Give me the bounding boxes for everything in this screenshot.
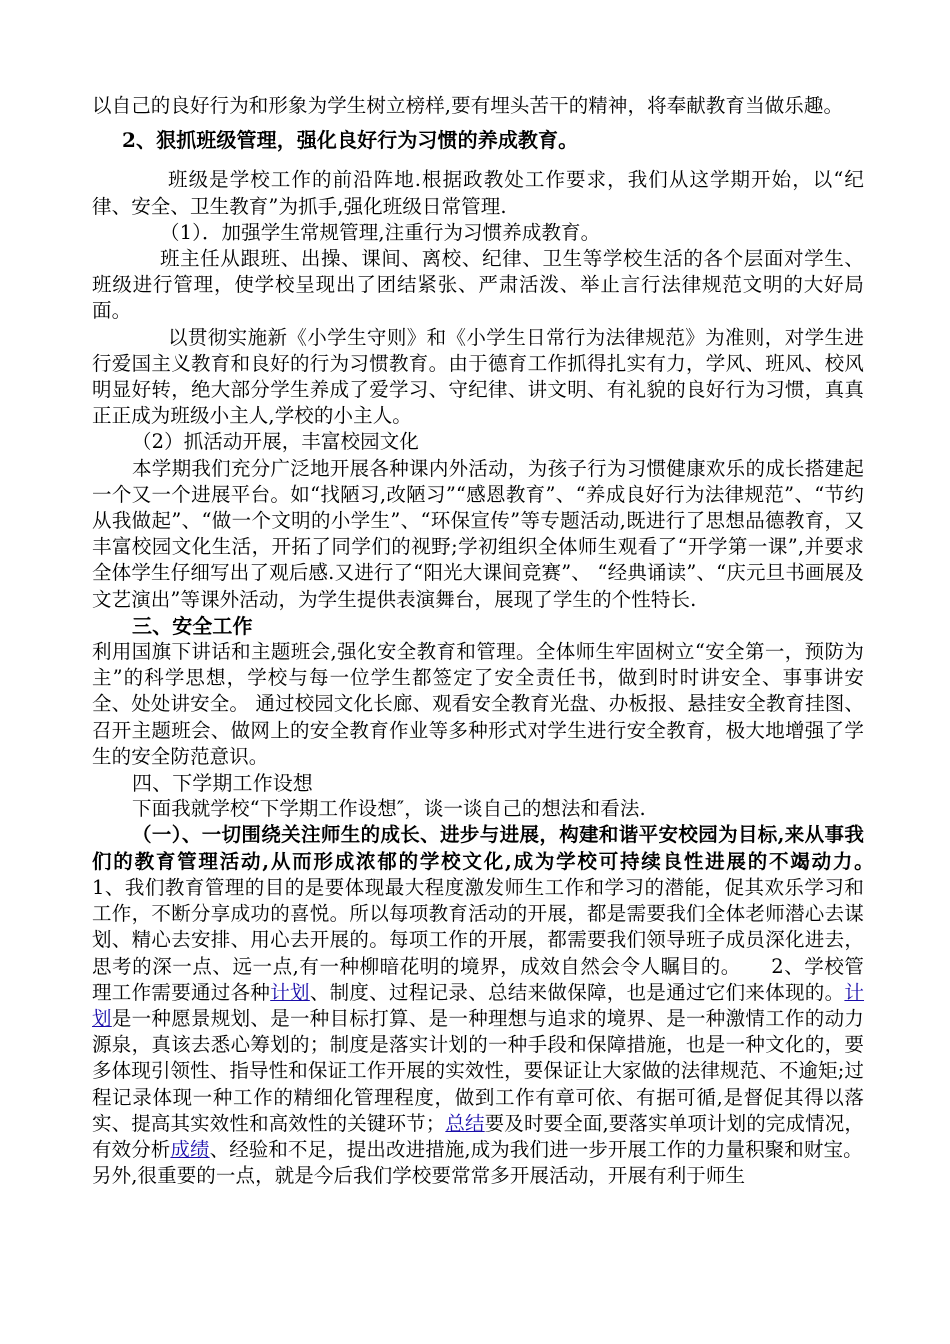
text-plan-description: 是一种愿景规划、是一种目标打算、是一种理想与追求的境界、是一种激情工作的动力源泉，真该去悉心筹划的；制度是落实计划的一种手段和保障措施，也是一种文化的，要多体现引领性、指导性和保证工作开展的实效性，要保证让大家做的法律规范、不逾矩;过程记录体现一种工作的精细化管理程度，做到工作有章可依、有据可循,是督促其得以落实、提高其实效性和高效性的关键环节；: [92, 1006, 864, 1135]
paragraph-next-intro: 下面我就学校“下学期工作设想″，谈一谈自己的想法和看法.: [132, 797, 646, 821]
paragraph-role-model: 以自己的良好行为和形象为学生树立榜样,要有埋头苦干的精神，将奉献教育当做乐趣。: [92, 94, 844, 117]
subheading-routine-management: （1）．加强学生常规管理,注重行为习惯养成教育。: [160, 220, 601, 244]
paragraph-student-code: 以贯彻实施新《小学生守则》和《小学生日常行为法律规范》为准则，对学生进行爱国主义教育和良好的行为习惯教育。由于德育工作抓得扎实有力，学风、班风、校风明显好转，绝大部分学生养成了爱学习、守纪律、讲文明、有礼貌的良好行为习惯，真真正正成为班级小主人,学校的小主人。: [92, 325, 864, 428]
heading-class-management: 2、狠抓班级管理，强化良好行为习惯的养成教育。: [122, 128, 579, 153]
subheading-activities: （2）抓活动开展，丰富校园文化: [132, 430, 419, 454]
link-plan-2[interactable]: 计划: [92, 980, 865, 1030]
text-experience: 、经验和不足，提出改进措施,成为我们进一步开展工作的力量积聚和财宝。: [209, 1137, 863, 1161]
text-plan-guarantee: 、制度、过程记录、总结来做保障，也是通过它们来体现的。: [309, 980, 845, 1004]
paragraph-homeroom-teachers: 班主任从跟班、出操、课间、离校、纪律、卫生等学校生活的各个层面对学生、班级进行管理，使学校呈现出了团结紧张、严肃活泼、举止言行法律规范文明的大好局面。: [92, 247, 864, 323]
paragraph-class-intro: 班级是学校工作的前沿阵地.根据政教处工作要求，我们从这学期开始，以“纪律、安全、卫生教育”为抓手,强化班级日常管理.: [92, 168, 864, 218]
heading-safety-work: 三、安全工作: [132, 613, 253, 638]
paragraph-next-plan: [92, 822, 904, 1163]
document-page: [92, 93, 904, 1189]
paragraph-additional: 另外,很重要的一点，就是今后我们学校要常常多开展活动，开展有利于师生: [92, 1164, 746, 1188]
text-summary-description: 要及时要全面,要落实单项计划的完成情况，有效分析: [92, 1111, 864, 1161]
text-management-goals: 1、我们教育管理的目的是要体现最大程度激发师生工作和学习的潜能，促其欢乐学习和工作，不断分享成功的喜悦。所以每项教育活动的开展，都是需要我们全体老师潜心去谋划、精心去安排、用心去开展的。每项工作的开展，都需要我们领导班子成员深化进去，思考的深一点、远一点,有一种柳暗花明的境界，成效自然会令人瞩目的。 2、学校管理工作需要通过各种: [92, 849, 904, 1004]
link-plan[interactable]: 计划: [270, 980, 310, 1004]
bold-goal-statement: （一）、一切围绕关注师生的成长、进步与进展，构建和谐平安校园为目标,来从事我们的教育管理活动,从而形成浓郁的学校文化,成为学校可持续良性进展的不竭动力。: [92, 823, 864, 873]
link-summary[interactable]: 总结: [445, 1111, 485, 1135]
paragraph-activities: 本学期我们充分广泛地开展各种课内外活动，为孩子行为习惯健康欢乐的成长搭建起一个又一个进展平台。如“找陋习,改陋习”“感恩教育”、“养成良好行为法律规范”、“节约从我做起”、“做一个文明的小学生”、“环保宣传”等专题活动,既进行了思想品德教育，又丰富校园文化生活，开拓了同学们的视野;学初组织全体师生观看了“开学第一课”,并要求全体学生仔细写出了观后感.又进行了“阳光大课间竞赛”、 “经典诵读”、“庆元旦书画展及文艺演出”等课外活动，为学生提供表演舞台，展现了学生的个性特长.: [92, 456, 864, 611]
link-results[interactable]: 成绩: [170, 1137, 210, 1161]
paragraph-safety: 利用国旗下讲话和主题班会,强化安全教育和管理。全体师生牢固树立“安全第一，预防为主”的科学思想，学校与每一位学生都签定了安全责任书，做到时时讲安全、事事讲安全、处处讲安全。 通过校园文化长廊、观看安全教育光盘、办板报、悬挂安全教育挂图、召开主题班会、做网上的安全教育作业等多种形式对学生进行安全教育，极大地增强了学生的安全防范意识。: [92, 640, 864, 768]
heading-next-semester: 四、下学期工作设想: [132, 771, 313, 796]
